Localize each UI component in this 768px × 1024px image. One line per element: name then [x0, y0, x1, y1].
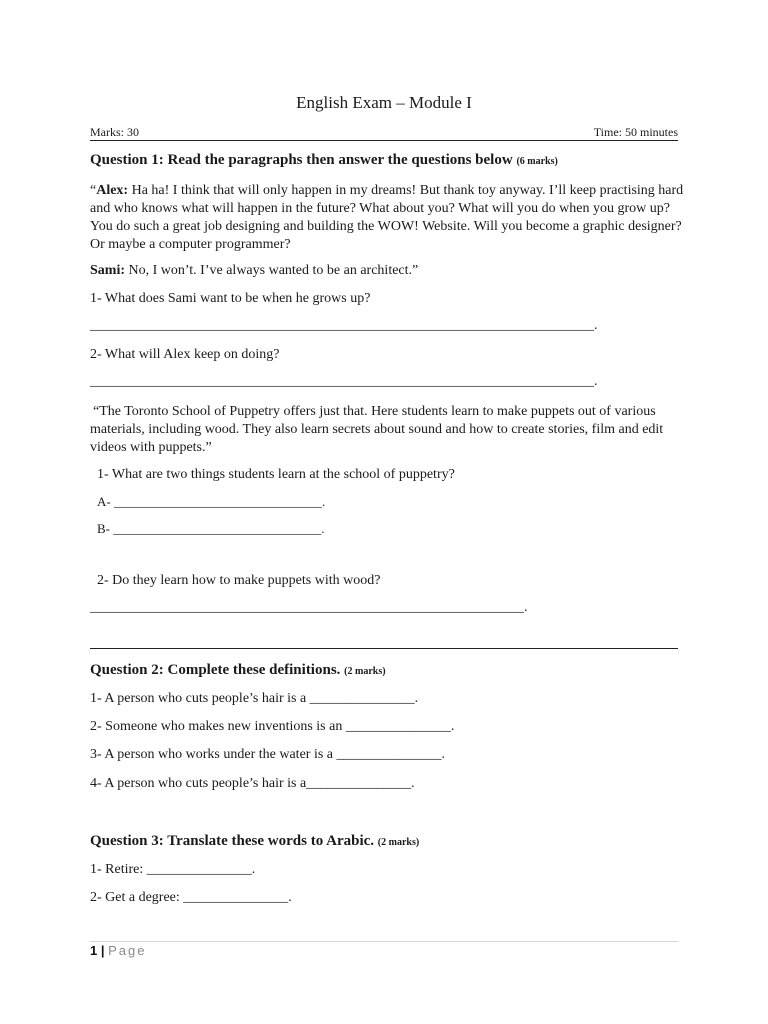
definition-item-3[interactable]: 3- A person who works under the water is a _______________. [90, 747, 446, 762]
definition-item-2[interactable]: 2- Someone who makes new inventions is an _______________. [90, 719, 455, 734]
question-2-heading [90, 662, 386, 679]
question-2-title: Question 2: Complete these definitions. [90, 662, 341, 678]
translate-item-2[interactable]: 2- Get a degree: _______________. [90, 890, 292, 905]
time-label: Time: 50 minutes [593, 125, 678, 139]
translate-item-1[interactable]: 1- Retire: _______________. [90, 862, 256, 877]
question-3-title: Question 3: Translate these words to Arabic. [90, 833, 375, 849]
question-1-title: Question 1: Read the paragraphs then answer the questions below [90, 152, 513, 168]
question-1b-2: 2- Do they learn how to make puppets with wood? [97, 573, 381, 588]
answer-line-1b-2[interactable]: ______________________________________________________________. [90, 600, 528, 615]
answer-line-1a-1[interactable]: ________________________________________________________________________. [90, 318, 598, 333]
page-footer [90, 943, 147, 958]
question-1-marks: (6 marks) [516, 156, 558, 167]
header-meta [90, 125, 678, 140]
footer-divider [90, 941, 678, 942]
definition-item-1[interactable]: 1- A person who cuts people’s hair is a _______________. [90, 691, 419, 706]
question-3-marks: (2 marks) [377, 837, 420, 848]
answer-line-1a-2[interactable]: ________________________________________________________________________. [90, 374, 598, 389]
question-1-heading [90, 152, 558, 169]
page-label: Page [108, 943, 147, 958]
alex-speaker: Alex: [96, 183, 129, 198]
sami-paragraph [90, 263, 418, 279]
question-1b-1: 1- What are two things students learn at the school of puppetry? [97, 467, 455, 482]
definition-item-4[interactable]: 4- A person who cuts people’s hair is a_______________. [90, 776, 415, 791]
sami-speaker: Sami: [90, 263, 125, 278]
question-3-heading [90, 833, 419, 850]
section-divider [90, 648, 678, 649]
answer-line-1b-a[interactable]: A- ________________________________. [97, 494, 326, 509]
marks-label: Marks: 30 [90, 125, 139, 139]
question-2-marks: (2 marks) [344, 666, 386, 677]
question-1a-2: 2- What will Alex keep on doing? [90, 347, 280, 362]
header-divider [90, 140, 678, 141]
question-1a-1: 1- What does Sami want to be when he grows up? [90, 291, 371, 306]
answer-line-1b-b[interactable]: B- ________________________________. [97, 521, 325, 536]
page-number: 1 [90, 943, 98, 958]
sami-text: No, I won’t. I’ve always wanted to be an architect.” [125, 263, 419, 278]
exam-page [90, 0, 684, 1024]
page-title: English Exam – Module I [296, 93, 472, 112]
alex-paragraph [90, 182, 685, 254]
open-quote: “ [90, 183, 97, 198]
puppetry-paragraph: “The Toronto School of Puppetry offers just that. Here students learn to make puppets out of various materials, including wood. They also learn secrets about sound and how to create stories, film and edit videos with puppets.” [90, 404, 664, 455]
page-separator: | [100, 943, 105, 958]
alex-text: Ha ha! I think that will only happen in my dreams! But thank toy anyway. I’ll keep practising hard and who knows what will happen in the future? What about you? What will you do when you grow up? You do such a great job designing and building the WOW! Website. Will you become a graphic designer? Or maybe a computer programmer? [90, 183, 684, 252]
